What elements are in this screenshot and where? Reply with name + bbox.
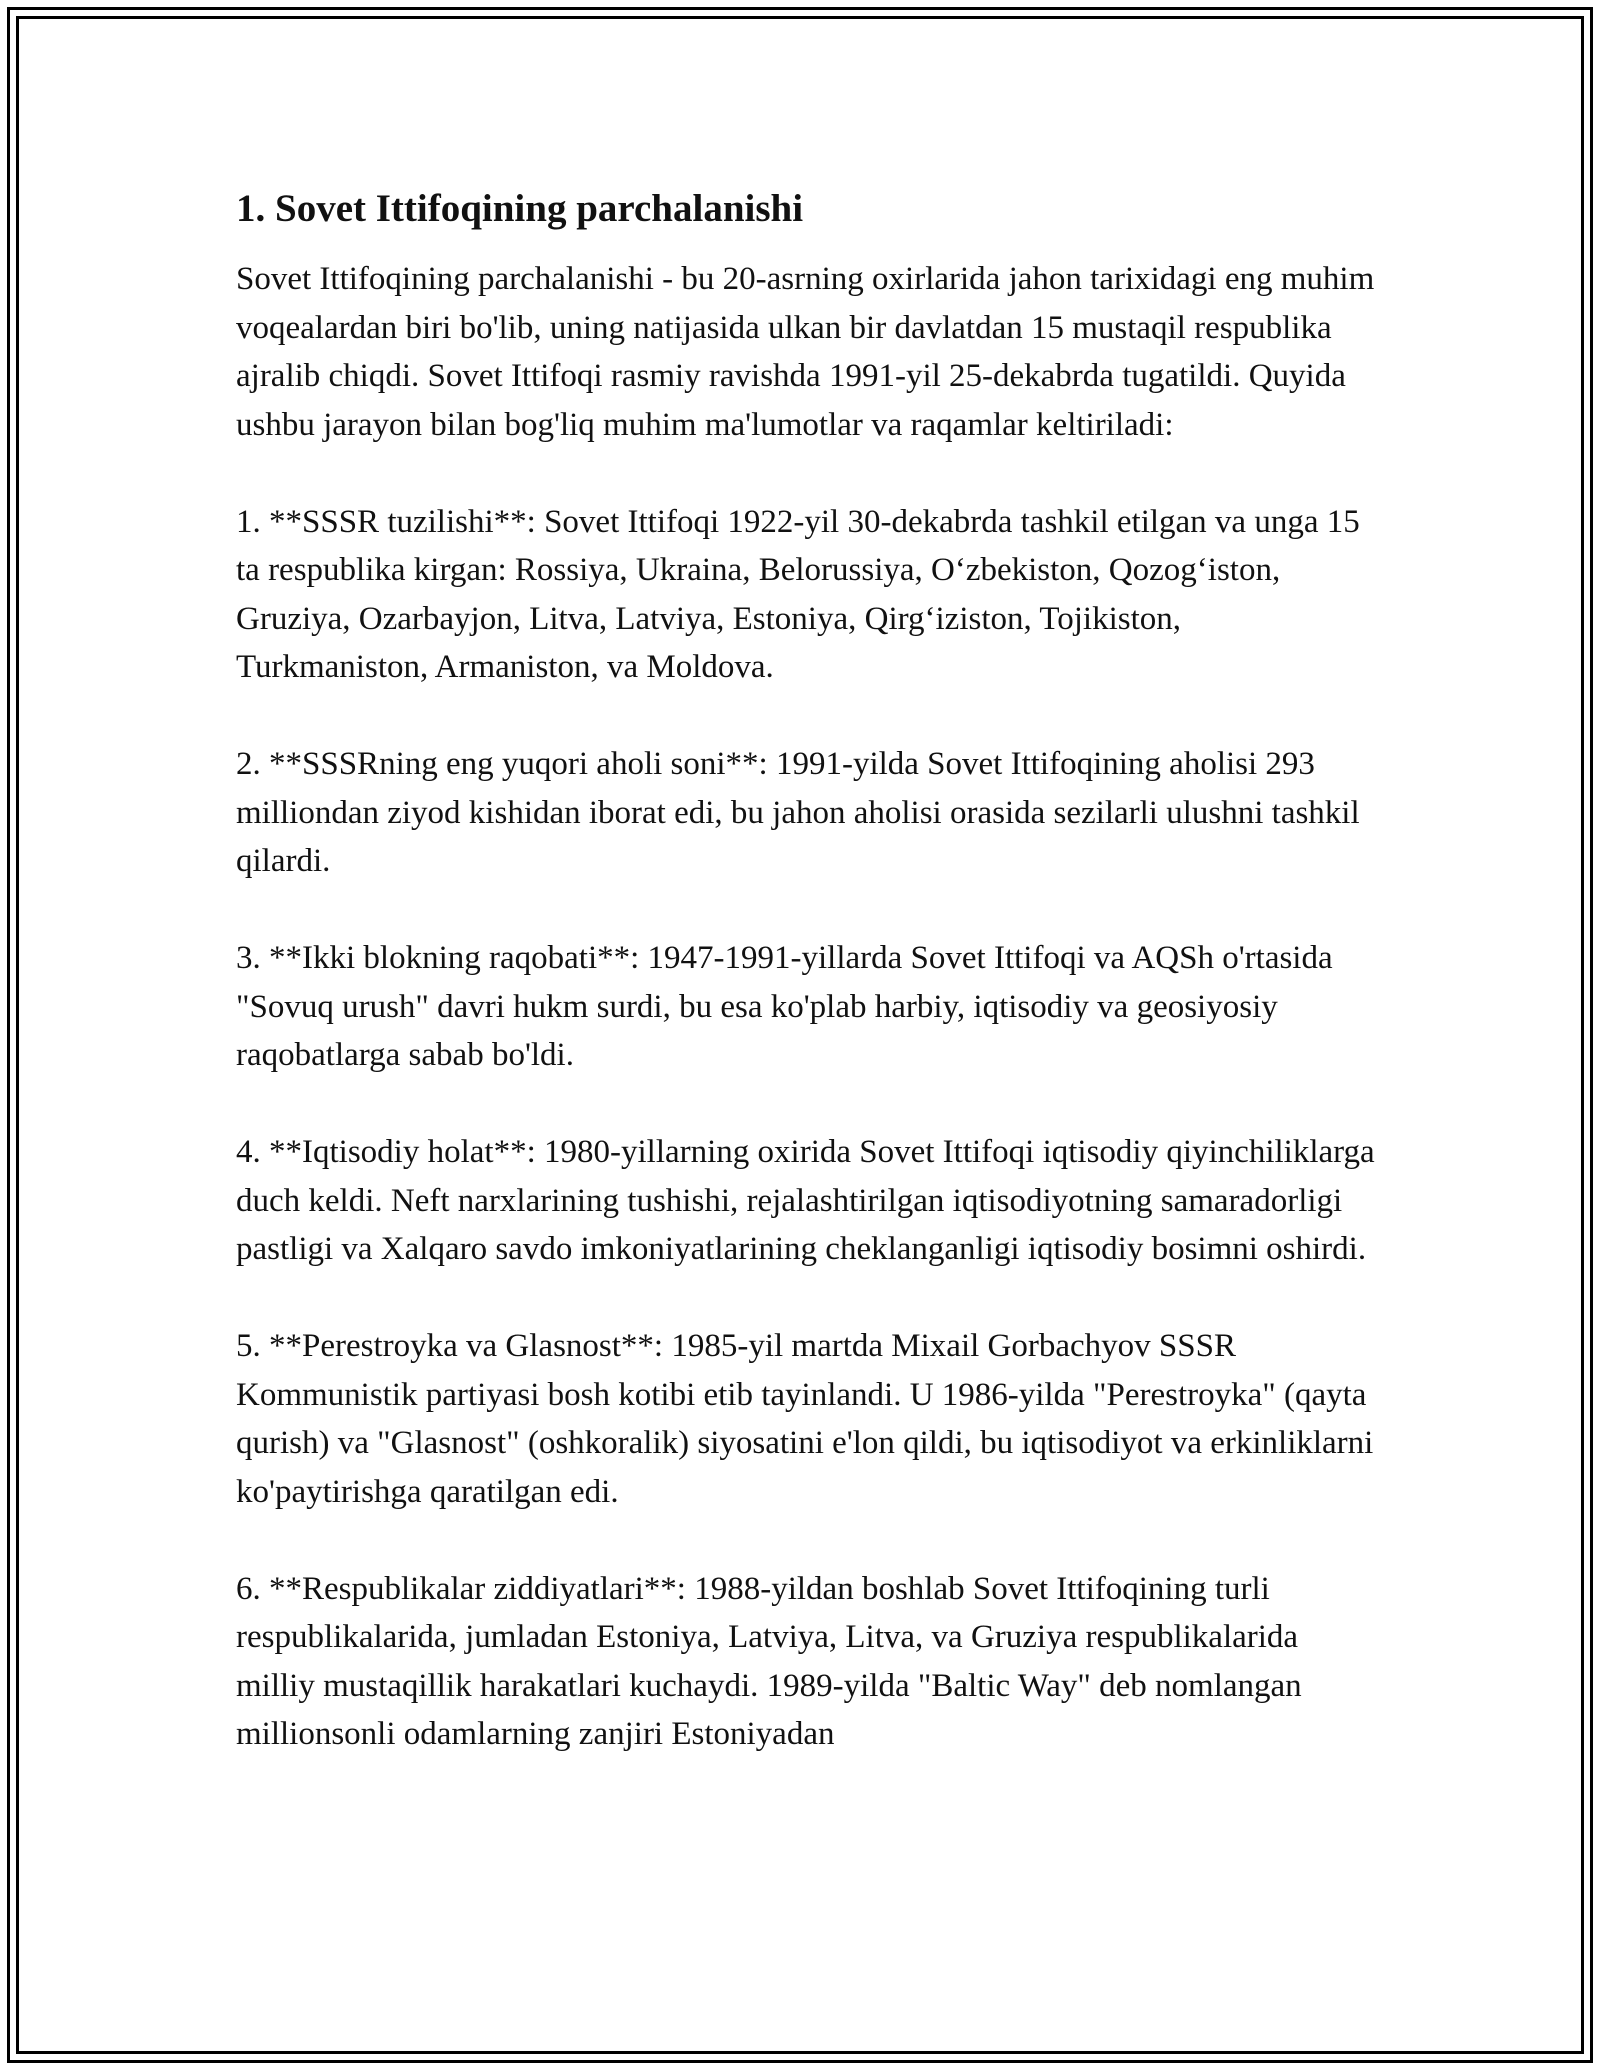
list-item-sssr-tuzilishi: 1. **SSSR tuzilishi**: Sovet Ittifoqi 1922-yil 30-dekabrda tashkil etilgan va unga 15 ta respublika kirgan: Rossiya, Ukraina, Belorussiya, O‘zbekiston, Qozog‘iston, Gruziya, Ozarbayjon, Litva, Latviya, Estoniya, Qirg‘iziston, Tojikiston, Turkmaniston, Armaniston, va Moldova. bbox=[236, 503, 1360, 685]
list-item-bloklar-raqobati: 3. **Ikki blokning raqobati**: 1947-1991-yillarda Sovet Ittifoqi va AQSh o'rtasida "Sovuq urush" davri hukm surdi, bu esa ko'plab harbiy, iqtisodiy va geosiyosiy raqobatlarga sabab bo'ldi. bbox=[236, 940, 1333, 1073]
document-body bbox=[236, 185, 1376, 1807]
list-item-iqtisodiy-holat: 4. **Iqtisodiy holat**: 1980-yillarning oxirida Sovet Ittifoqi iqtisodiy qiyinchiliklarga duch keldi. Neft narxlarining tushishi, rejalashtirilgan iqtisodiyotning samaradorligi pastligi va Xalqaro savdo imkoniyatlarining cheklanganligi iqtisodiy bosimni oshirdi. bbox=[236, 1134, 1375, 1267]
document-title: 1. Sovet Ittifoqining parchalanishi bbox=[236, 187, 804, 230]
list-item-perestroyka-glasnost: 5. **Perestroyka va Glasnost**: 1985-yil martda Mixail Gorbachyov SSSR Kommunistik partiyasi bosh kotibi etib tayinlandi. U 1986-yilda "Perestroyka" (qayta qurish) va "Glasnost" (oshkoralik) siyosatini e'lon qildi, bu iqtisodiyot va erkinliklarni ko'paytirishga qaratilgan edi. bbox=[236, 1328, 1374, 1510]
list-item-respublikalar-ziddiyatlari: 6. **Respublikalar ziddiyatlari**: 1988-yildan boshlab Sovet Ittifoqining turli respublikalarida, jumladan Estoniya, Latviya, Litva, va Gruziya respublikalarida milliy mustaqillik harakatlari kuchaydi. 1989-yilda "Baltic Way" deb nomlangan millionsonli odamlarning zanjiri Estoniyadan bbox=[236, 1570, 1302, 1752]
list-item-aholi-soni: 2. **SSSRning eng yuqori aholi soni**: 1991-yilda Sovet Ittifoqining aholisi 293 milliondan ziyod kishidan iborat edi, bu jahon aholisi orasida sezilarli ulushni tashkil qilardi. bbox=[236, 746, 1360, 879]
intro-paragraph: Sovet Ittifoqining parchalanishi - bu 20-asrning oxirlarida jahon tarixidagi eng muhim voqealardan biri bo'lib, uning natijasida ulkan bir davlatdan 15 mustaqil respublika ajralib chiqdi. Sovet Ittifoqi rasmiy ravishda 1991-yil 25-dekabrda tugatildi. Quyida ushbu jarayon bilan bog'liq muhim ma'lumotlar va raqamlar keltiriladi: bbox=[236, 261, 1375, 443]
